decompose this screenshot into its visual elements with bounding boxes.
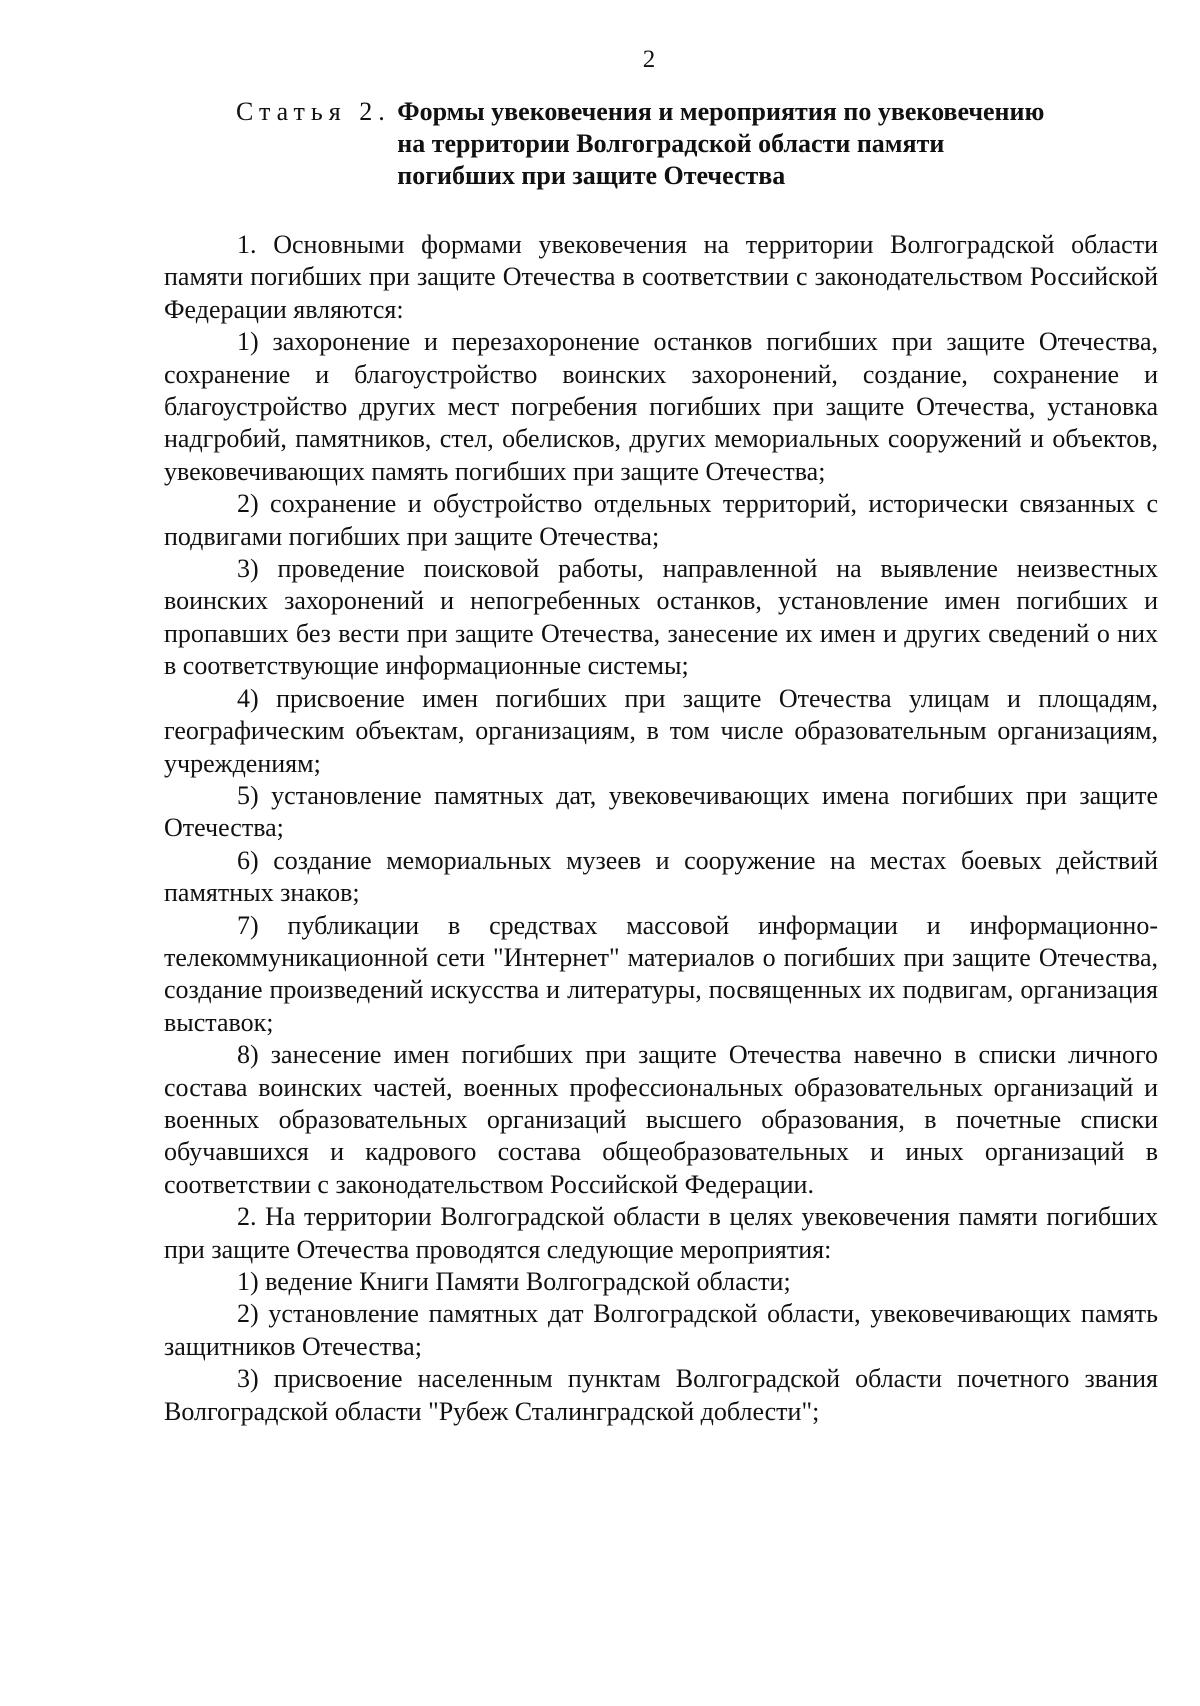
paragraph: 2) установление памятных дат Волгоградской области, увековечивающих память защитников Отечества; [164, 1299, 1158, 1361]
paragraph: 8) занесение имен погибших при защите Отечества навечно в списки личного состава воинских частей, военных профессиональных образовательных организаций и военных образовательных организаций высшего образования, в почетные списки обучавшихся и кадрового состава общеобразовательных и иных организаций в соответствии с законодательством Российской Федерации. [164, 1040, 1158, 1199]
article-label: Статья 2. [236, 97, 391, 126]
paragraph: 3) проведение поисковой работы, направленной на выявление неизвестных воинских захоронений и непогребенных останков, установление имен погибших и пропавших без вести при защите Отечества, занесение их имен и других сведений о них в соответствующие информационные системы; [164, 554, 1158, 681]
paragraph: 1) захоронение и перезахоронение останков погибших при защите Отечества, сохранение и благоустройство воинских захоронений, создание, сохранение и благоустройство других мест погребения погибших при защите Отечества, установка надгробий, памятников, стел, обелисков, других мемориальных сооружений и объектов, увековечивающих память погибших при защите Отечества; [164, 327, 1158, 486]
paragraph: 3) присвоение населенным пунктам Волгоградской области почетного звания Волгоградской области "Рубеж Сталинградской доблести"; [164, 1364, 1158, 1426]
paragraph: 5) установление памятных дат, увековечивающих имена погибших при защите Отечества; [164, 780, 1158, 843]
paragraph: 6) создание мемориальных музеев и сооружение на местах боевых действий памятных знаков; [164, 845, 1158, 908]
article-title-line: погибших при защите Отечества [397, 161, 786, 190]
article-title-line: на территории Волгоградской области памяти [397, 129, 945, 158]
paragraph: 1. Основными формами увековечения на территории Волгоградской области памяти погибших при защите Отечества в соответствии с законодательством Российской Федерации являются: [164, 230, 1158, 324]
article-title-line: Формы увековечения и мероприятия по увековечению [397, 97, 1045, 126]
article-title [397, 96, 1087, 192]
article-body [164, 229, 1158, 1428]
article-header [236, 96, 1136, 192]
page-number: 2 [642, 46, 656, 73]
paragraph: 4) присвоение имен погибших при защите Отечества улицам и площадям, географическим объектам, организациям, в том числе образовательным организациям, учреждениям; [164, 683, 1158, 778]
paragraph: 2) сохранение и обустройство отдельных территорий, исторически связанных с подвигами погибших при защите Отечества; [164, 489, 1158, 551]
paragraph: 1) ведение Книги Памяти Волгоградской области; [237, 1267, 791, 1296]
paragraph: 7) публикации в средствах массовой информации и информационно-телекоммуникационной сети "Интернет" материалов о погибших при защите Отечества, создание произведений искусства и литературы, посвященных их подвигам, организация выставок; [164, 910, 1158, 1037]
paragraph: 2. На территории Волгоградской области в целях увековечения памяти погибших при защите Отечества проводятся следующие мероприятия: [164, 1202, 1158, 1264]
